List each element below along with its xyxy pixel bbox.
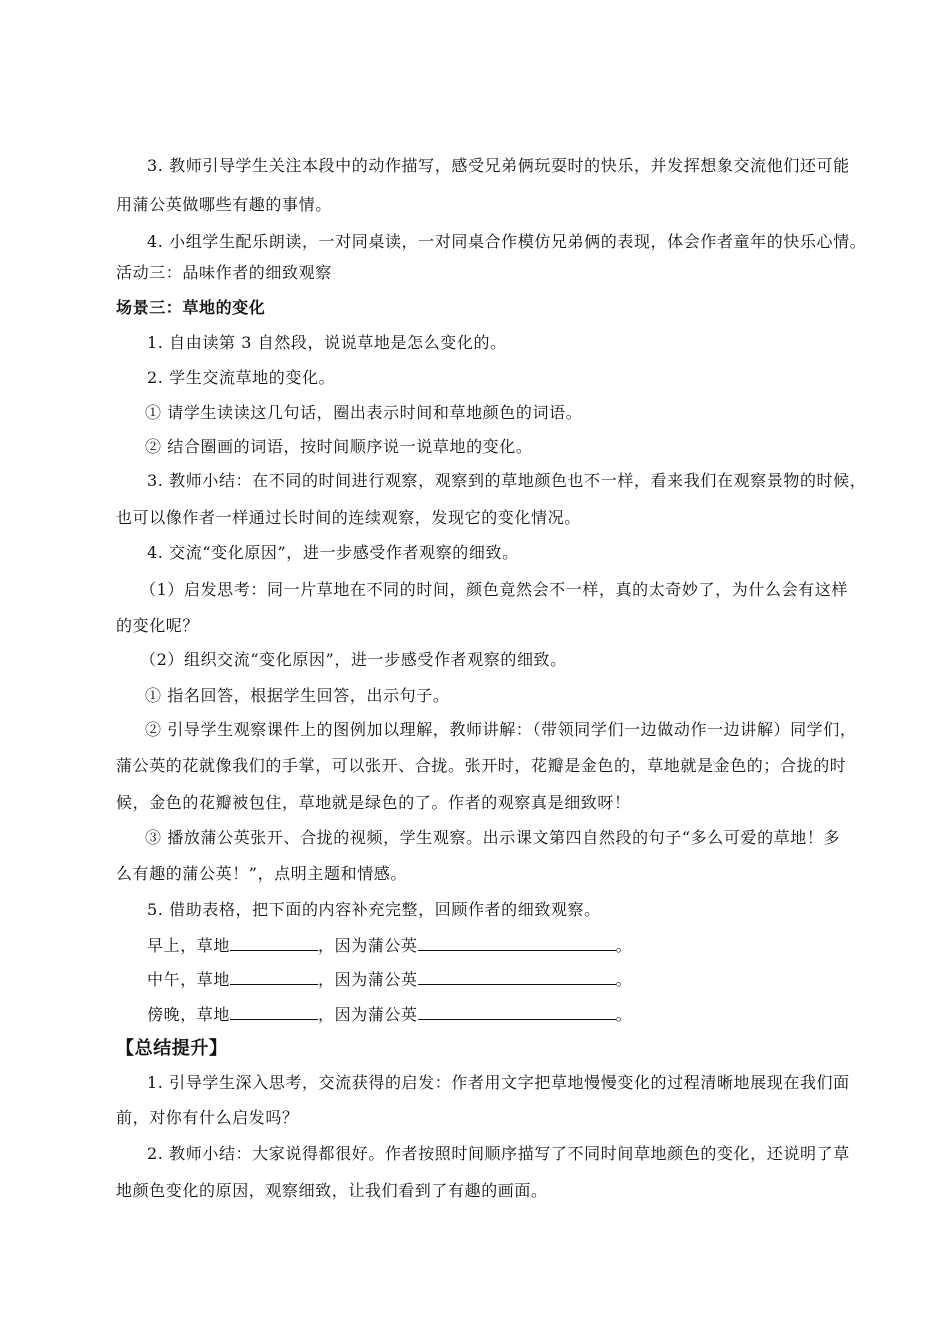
fill-reason-label: ，因为蒲公英 xyxy=(318,1005,418,1024)
paragraph-line: 也可以像作者一样通过长时间的连续观察，发现它的变化情况。 xyxy=(116,508,581,527)
fill-blank-line xyxy=(147,1003,632,1025)
fill-end-mark: 。 xyxy=(615,970,633,989)
paragraph-line: 用蒲公英做哪些有趣的事情。 xyxy=(116,195,332,214)
paragraph-line: 2. 教师小结：大家说得都很好。作者按照时间顺序描写了不同时间草地颜色的变化，还说明了草 xyxy=(147,1144,850,1163)
paragraph-line: （2）组织交流“变化原因”，进一步感受作者观察的细致。 xyxy=(140,650,567,669)
fill-time-label: 早上，草地 xyxy=(147,936,231,955)
answer-blank xyxy=(418,1003,616,1020)
paragraph-line: （1）启发思考：同一片草地在不同的时间，颜色竟然会不一样，真的太奇妙了，为什么会有这样 xyxy=(140,580,848,599)
paragraph-line: 3. 教师小结：在不同的时间进行观察，观察到的草地颜色也不一样，看来我们在观察景物的时候， xyxy=(147,471,867,490)
fill-reason-label: ，因为蒲公英 xyxy=(318,970,418,989)
paragraph-line: ① 指名回答，根据学生回答，出示句子。 xyxy=(145,686,450,705)
paragraph-line: 5. 借助表格，把下面的内容补充完整，回顾作者的细致观察。 xyxy=(147,900,601,919)
fill-time-label: 中午，草地 xyxy=(147,970,231,989)
paragraph-line: ① 请学生读读这几句话，圈出表示时间和草地颜色的词语。 xyxy=(145,403,583,422)
fill-reason-label: ，因为蒲公英 xyxy=(318,936,418,955)
paragraph-line: ③ 播放蒲公英张开、合拢的视频，学生观察。出示课文第四自然段的句子“多么可爱的草地！多 xyxy=(145,828,841,847)
paragraph-line: 1. 自由读第 3 自然段，说说草地是怎么变化的。 xyxy=(147,333,507,352)
paragraph-line: 前，对你有什么启发吗？ xyxy=(116,1108,299,1127)
paragraph-line: 的变化呢？ xyxy=(116,616,200,635)
fill-blank-line xyxy=(147,968,632,990)
paragraph-line: 地颜色变化的原因，观察细致，让我们看到了有趣的画面。 xyxy=(116,1181,548,1200)
paragraph-line: 2. 学生交流草地的变化。 xyxy=(147,368,336,387)
paragraph-line: 1. 引导学生深入思考，交流获得的启发：作者用文字把草地慢慢变化的过程清晰地展现在我们面 xyxy=(147,1073,850,1092)
paragraph-line: 么有趣的蒲公英！”，点明主题和情感。 xyxy=(116,864,407,883)
activity-heading: 活动三：品味作者的细致观察 xyxy=(116,263,332,282)
answer-blank xyxy=(230,968,318,985)
scene-heading: 场景三：草地的变化 xyxy=(116,298,266,317)
answer-blank xyxy=(230,1003,318,1020)
fill-end-mark: 。 xyxy=(615,936,633,955)
paragraph-line: 蒲公英的花就像我们的手掌，可以张开、合拢。张开时，花瓣是金色的，草地就是金色的；合拢的时 xyxy=(116,756,847,775)
fill-time-label: 傍晚，草地 xyxy=(147,1005,231,1024)
answer-blank xyxy=(230,934,318,951)
paragraph-line: 4. 小组学生配乐朗读，一对同桌读，一对同桌合作模仿兄弟俩的表现，体会作者童年的快乐心情。 xyxy=(147,232,867,251)
paragraph-line: 4. 交流“变化原因”，进一步感受作者观察的细致。 xyxy=(147,543,519,562)
section-heading: 【总结提升】 xyxy=(116,1038,228,1059)
answer-blank xyxy=(418,934,616,951)
paragraph-line: ② 结合圈画的词语，按时间顺序说一说草地的变化。 xyxy=(145,437,533,456)
paragraph-line: 3. 教师引导学生关注本段中的动作描写，感受兄弟俩玩耍时的快乐，并发挥想象交流他们还可能 xyxy=(147,156,850,175)
paragraph-line: 候，金色的花瓣被包住，草地就是绿色的了。作者的观察真是细致呀！ xyxy=(116,793,631,812)
fill-end-mark: 。 xyxy=(615,1005,633,1024)
paragraph-line: ② 引导学生观察课件上的图例加以理解，教师讲解：（带领同学们一边做动作一边讲解）同学们， xyxy=(145,720,857,739)
fill-blank-line xyxy=(147,934,632,956)
answer-blank xyxy=(418,968,616,985)
